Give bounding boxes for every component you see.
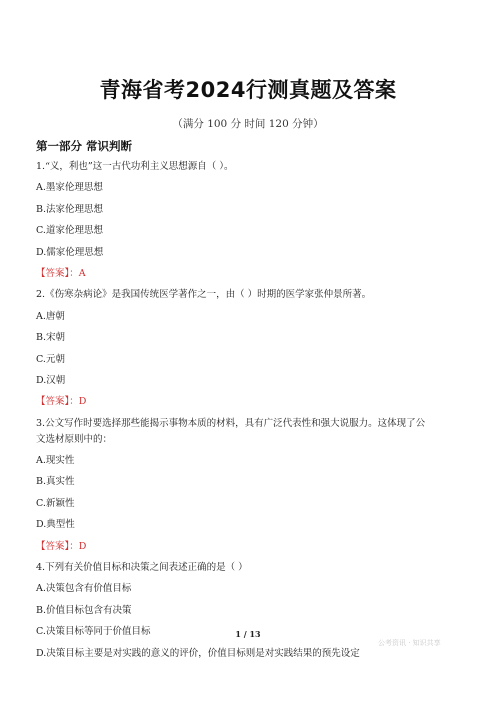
question-stem: 4.下列有关价值目标和决策之间表述正确的是（ ） [36, 562, 248, 574]
question-stem: 1.“义，利也”这一古代功利主义思想源自（ ）。 [36, 161, 234, 172]
question-list [36, 160, 462, 668]
option-d: D.汉朝 [36, 374, 66, 386]
option-b: B.法家伦理思想 [36, 203, 104, 215]
option-c: C.元朝 [36, 353, 65, 365]
option-d: D.儒家伦理思想 [36, 246, 104, 258]
option-a: A.墨家伦理思想 [36, 182, 103, 194]
question-stem: 2.《伤寒杂病论》是我国传统医学著作之一，由（ ）时期的医学家张仲景所著。 [36, 289, 372, 301]
option-c: C.新颖性 [36, 497, 75, 509]
option-b: B.价值目标包含有决策 [36, 604, 132, 616]
option-d: D.典型性 [36, 519, 75, 531]
option-b: B.真实性 [36, 476, 75, 488]
option-b: B.宋朝 [36, 332, 66, 344]
question-3 [36, 417, 462, 553]
option-d: D.决策目标主要是对实践的意义的评价，价值目标则是对实践结果的预先设定 [36, 647, 360, 659]
option-a: A.决策包含有价值目标 [36, 583, 132, 595]
section-heading: 第一部分 常识判断 [36, 139, 133, 153]
page-number: 1 / 13 [235, 629, 261, 639]
question-stem: 3.公文写作时要选择那些能揭示事物本质的材料，具有广泛代表性和强大说服力。这体现了公 [36, 417, 426, 429]
option-c: C.道家伦理思想 [36, 225, 103, 237]
answer-label: 【答案】：A [36, 267, 86, 279]
option-a: A.唐朝 [36, 310, 65, 322]
exam-info: （满分 100 分 时间 120 分钟） [172, 118, 324, 130]
question-1 [36, 160, 462, 280]
answer-label: 【答案】：D [36, 396, 87, 408]
option-c: C.决策目标等同于价值目标 [36, 626, 151, 638]
option-a: A.现实性 [36, 455, 75, 467]
document-title: 青海省考2024行测真题及答案 [99, 78, 397, 102]
question-2 [36, 288, 462, 408]
question-stem-continued: 文选材原则中的： [36, 433, 113, 445]
answer-label: 【答案】：D [36, 540, 87, 552]
watermark: 公考资讯 · 知识共享 [378, 639, 441, 647]
